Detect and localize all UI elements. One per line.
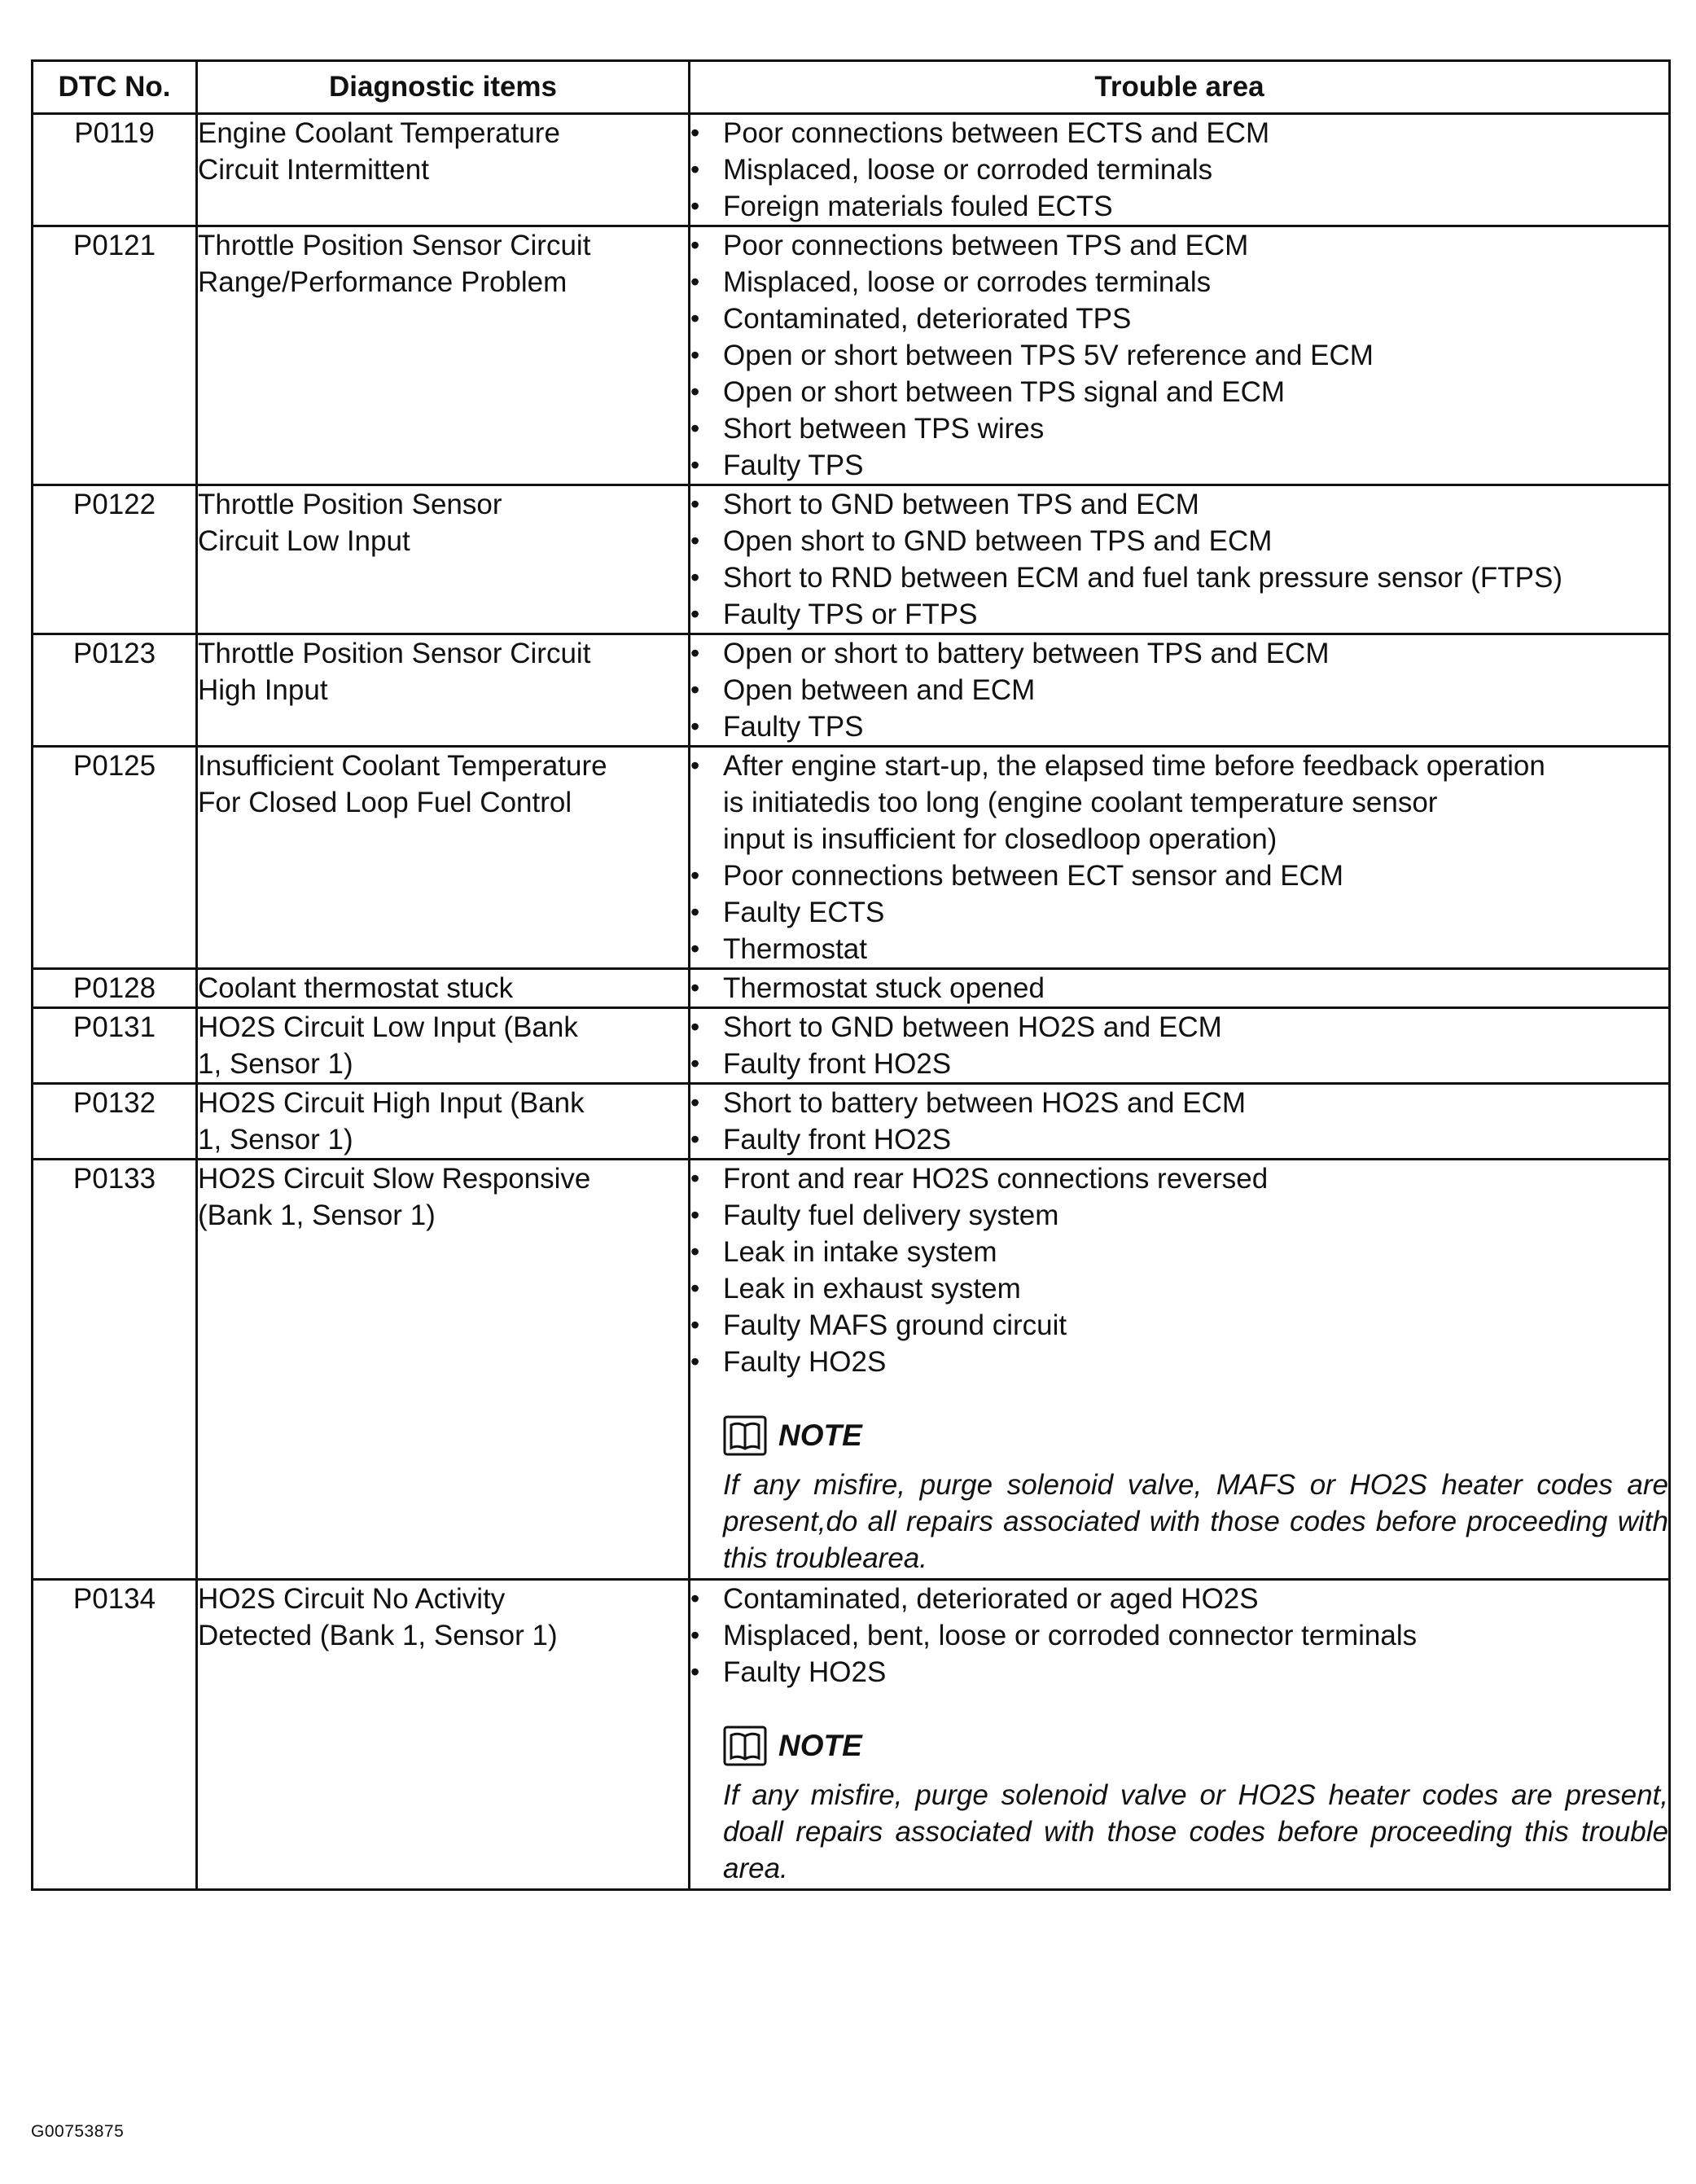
book-icon [723, 1415, 767, 1456]
trouble-area-item: • Open or short to battery between TPS and ECM [690, 635, 1668, 672]
table-row [33, 114, 1670, 226]
trouble-area-item: • Poor connections between TPS and ECM [690, 227, 1668, 264]
trouble-area-item: • Front and rear HO2S connections reversed [690, 1160, 1668, 1197]
dtc-code: P0128 [33, 969, 197, 1008]
note-label: NOTE [778, 1729, 862, 1762]
note-text: If any misfire, purge solenoid valve, MAFS or HO2S heater codes are present,do all repairs associated with those codes before proceeding with this troublearea. [723, 1469, 1668, 1574]
dtc-code: P0123 [33, 634, 197, 747]
trouble-area [690, 634, 1670, 747]
trouble-area-item: • Faulty TPS or FTPS [690, 596, 1668, 633]
diagnostic-item: Throttle Position Sensor Circuit High Input [197, 634, 690, 747]
trouble-area-item: • Faulty TPS [690, 708, 1668, 745]
trouble-area-item: • Faulty HO2S [690, 1344, 1668, 1380]
trouble-area-item: • Poor connections between ECTS and ECM [690, 115, 1668, 151]
table-row [33, 485, 1670, 634]
trouble-area-list [690, 227, 1668, 484]
table-row [33, 634, 1670, 747]
trouble-area [690, 1580, 1670, 1890]
table-row [33, 226, 1670, 485]
trouble-area-item: • Leak in intake system [690, 1234, 1668, 1270]
dtc-code: P0125 [33, 747, 197, 969]
dtc-code: P0133 [33, 1160, 197, 1580]
note-box [723, 1723, 1668, 1887]
book-icon [723, 1726, 767, 1766]
diagnostic-item: HO2S Circuit Low Input (Bank 1, Sensor 1) [197, 1008, 690, 1084]
diagnostic-item: Engine Coolant Temperature Circuit Intermittent [197, 114, 690, 226]
note-header [723, 1413, 1668, 1458]
trouble-area-item: • Thermostat [690, 931, 1668, 967]
trouble-area-item: • Thermostat stuck opened [690, 970, 1668, 1006]
trouble-area-item: • Misplaced, loose or corrodes terminals [690, 264, 1668, 300]
table-row [33, 969, 1670, 1008]
diagnostic-item: Coolant thermostat stuck [197, 969, 690, 1008]
trouble-area-item: • Faulty MAFS ground circuit [690, 1307, 1668, 1344]
table-row [33, 1084, 1670, 1160]
trouble-area-list [690, 1009, 1668, 1082]
trouble-area-list [690, 970, 1668, 1006]
diagnostic-item: Throttle Position Sensor Circuit Range/Performance Problem [197, 226, 690, 485]
trouble-area-item: • Open or short between TPS 5V reference and ECM [690, 337, 1668, 374]
header-trouble-area: Trouble area [690, 61, 1670, 114]
trouble-area-item: • Misplaced, bent, loose or corroded connector terminals [690, 1617, 1668, 1654]
dtc-code: P0122 [33, 485, 197, 634]
trouble-area-item: • Faulty TPS [690, 447, 1668, 484]
note-box [723, 1413, 1668, 1577]
trouble-area-item: • After engine start-up, the elapsed time before feedback operation is initiatedis too long (engine coolant temperature sensor input is insufficient for closedloop operation) [690, 748, 1668, 857]
trouble-area-item: • Faulty front HO2S [690, 1121, 1668, 1158]
dtc-code: P0132 [33, 1084, 197, 1160]
trouble-area-item: • Contaminated, deteriorated TPS [690, 300, 1668, 337]
trouble-area-list [690, 748, 1668, 967]
trouble-area [690, 1160, 1670, 1580]
trouble-area-list [690, 486, 1668, 633]
trouble-area-item: • Faulty HO2S [690, 1654, 1668, 1691]
trouble-area [690, 226, 1670, 485]
diagnostic-item: HO2S Circuit Slow Responsive (Bank 1, Sensor 1) [197, 1160, 690, 1580]
diagnostic-item: HO2S Circuit No Activity Detected (Bank 1, Sensor 1) [197, 1580, 690, 1890]
dtc-code: P0119 [33, 114, 197, 226]
dtc-code: P0121 [33, 226, 197, 485]
trouble-area-item: • Short to battery between HO2S and ECM [690, 1085, 1668, 1121]
trouble-area [690, 114, 1670, 226]
note-text: If any misfire, purge solenoid valve or HO2S heater codes are present, doall repairs associated with those codes before proceeding this trouble area. [723, 1779, 1668, 1884]
note-header [723, 1723, 1668, 1769]
dtc-code: P0134 [33, 1580, 197, 1890]
trouble-area-item: • Faulty ECTS [690, 894, 1668, 931]
dtc-code: P0131 [33, 1008, 197, 1084]
trouble-area-item: • Foreign materials fouled ECTS [690, 188, 1668, 225]
table-row [33, 747, 1670, 969]
trouble-area-item: • Faulty fuel delivery system [690, 1197, 1668, 1234]
trouble-area [690, 1008, 1670, 1084]
header-dtc-no: DTC No. [33, 61, 197, 114]
header-diagnostic-items: Diagnostic items [197, 61, 690, 114]
diagnostic-item: HO2S Circuit High Input (Bank 1, Sensor 1) [197, 1084, 690, 1160]
trouble-area-list [690, 635, 1668, 745]
dtc-table [31, 59, 1671, 1891]
table-row [33, 1580, 1670, 1890]
table-row [33, 1160, 1670, 1580]
trouble-area-item: • Open short to GND between TPS and ECM [690, 523, 1668, 559]
note-label: NOTE [778, 1419, 862, 1452]
figure-id: G00753875 [31, 2122, 125, 2141]
trouble-area-item: • Contaminated, deteriorated or aged HO2S [690, 1581, 1668, 1617]
trouble-area-item: • Faulty front HO2S [690, 1046, 1668, 1082]
trouble-area-item: • Poor connections between ECT sensor and ECM [690, 857, 1668, 894]
trouble-area-item: • Open between and ECM [690, 672, 1668, 708]
header-row [33, 61, 1670, 114]
trouble-area-item: • Short to GND between HO2S and ECM [690, 1009, 1668, 1046]
trouble-area-item: • Leak in exhaust system [690, 1270, 1668, 1307]
trouble-area-list [690, 1581, 1668, 1691]
trouble-area-item: • Misplaced, loose or corroded terminals [690, 151, 1668, 188]
trouble-area-list [690, 1160, 1668, 1380]
trouble-area-item: • Open or short between TPS signal and ECM [690, 374, 1668, 410]
trouble-area-list [690, 1085, 1668, 1158]
trouble-area-item: • Short between TPS wires [690, 410, 1668, 447]
trouble-area [690, 485, 1670, 634]
trouble-area-list [690, 115, 1668, 225]
trouble-area-item: • Short to GND between TPS and ECM [690, 486, 1668, 523]
table-row [33, 1008, 1670, 1084]
trouble-area [690, 747, 1670, 969]
trouble-area [690, 1084, 1670, 1160]
diagnostic-item: Throttle Position Sensor Circuit Low Input [197, 485, 690, 634]
diagnostic-item: Insufficient Coolant Temperature For Closed Loop Fuel Control [197, 747, 690, 969]
trouble-area-item: • Short to RND between ECM and fuel tank pressure sensor (FTPS) [690, 559, 1668, 596]
trouble-area [690, 969, 1670, 1008]
